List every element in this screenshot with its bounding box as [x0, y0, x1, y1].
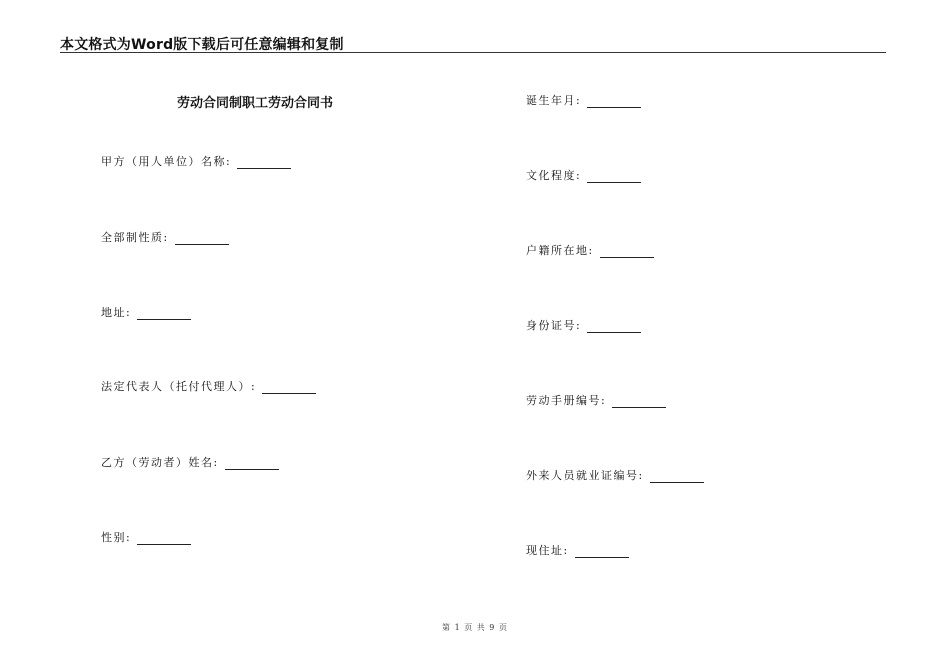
field-current-address: [526, 542, 629, 558]
field-employer-name: [101, 153, 291, 169]
field-label: 性别:: [101, 531, 132, 544]
field-employment-permit-number: [526, 467, 704, 483]
field-gender: [101, 529, 191, 545]
blank-line: [225, 459, 279, 470]
document-title: 劳动合同制职工劳动合同书: [177, 96, 334, 111]
field-ownership-type: [101, 229, 229, 245]
blank-line: [262, 383, 316, 394]
field-label: 身份证号:: [526, 319, 582, 332]
page-header: [60, 34, 886, 53]
field-label: 地址:: [101, 306, 132, 319]
blank-line: [587, 322, 641, 333]
blank-line: [650, 472, 704, 483]
field-id-number: [526, 317, 641, 333]
field-education: [526, 167, 641, 183]
field-label: 户籍所在地:: [526, 244, 594, 257]
field-labor-handbook-number: [526, 392, 666, 408]
blank-line: [587, 172, 641, 183]
blank-line: [575, 547, 629, 558]
blank-line: [137, 534, 191, 545]
blank-line: [237, 158, 291, 169]
blank-line: [175, 234, 229, 245]
field-label: 甲方（用人单位）名称:: [101, 155, 232, 168]
blank-line: [137, 309, 191, 320]
field-address: [101, 304, 191, 320]
field-household-registration: [526, 242, 654, 258]
field-label: 现住址:: [526, 544, 569, 557]
field-label: 劳动手册编号:: [526, 394, 607, 407]
field-legal-representative: [101, 378, 316, 394]
field-label: 法定代表人（托付代理人）:: [101, 380, 257, 393]
field-birth-date: [526, 92, 641, 108]
field-label: 全部制性质:: [101, 231, 169, 244]
blank-line: [612, 397, 666, 408]
page-number: 第 1 页 共 9 页: [442, 623, 508, 632]
field-label: 诞生年月:: [526, 94, 582, 107]
blank-line: [600, 247, 654, 258]
header-note: 本文格式为Word版下载后可任意编辑和复制: [60, 37, 344, 53]
blank-line: [587, 97, 641, 108]
field-label: 文化程度:: [526, 169, 582, 182]
field-employee-name: [101, 454, 279, 470]
field-label: 外来人员就业证编号:: [526, 469, 644, 482]
field-label: 乙方（劳动者）姓名:: [101, 456, 219, 469]
